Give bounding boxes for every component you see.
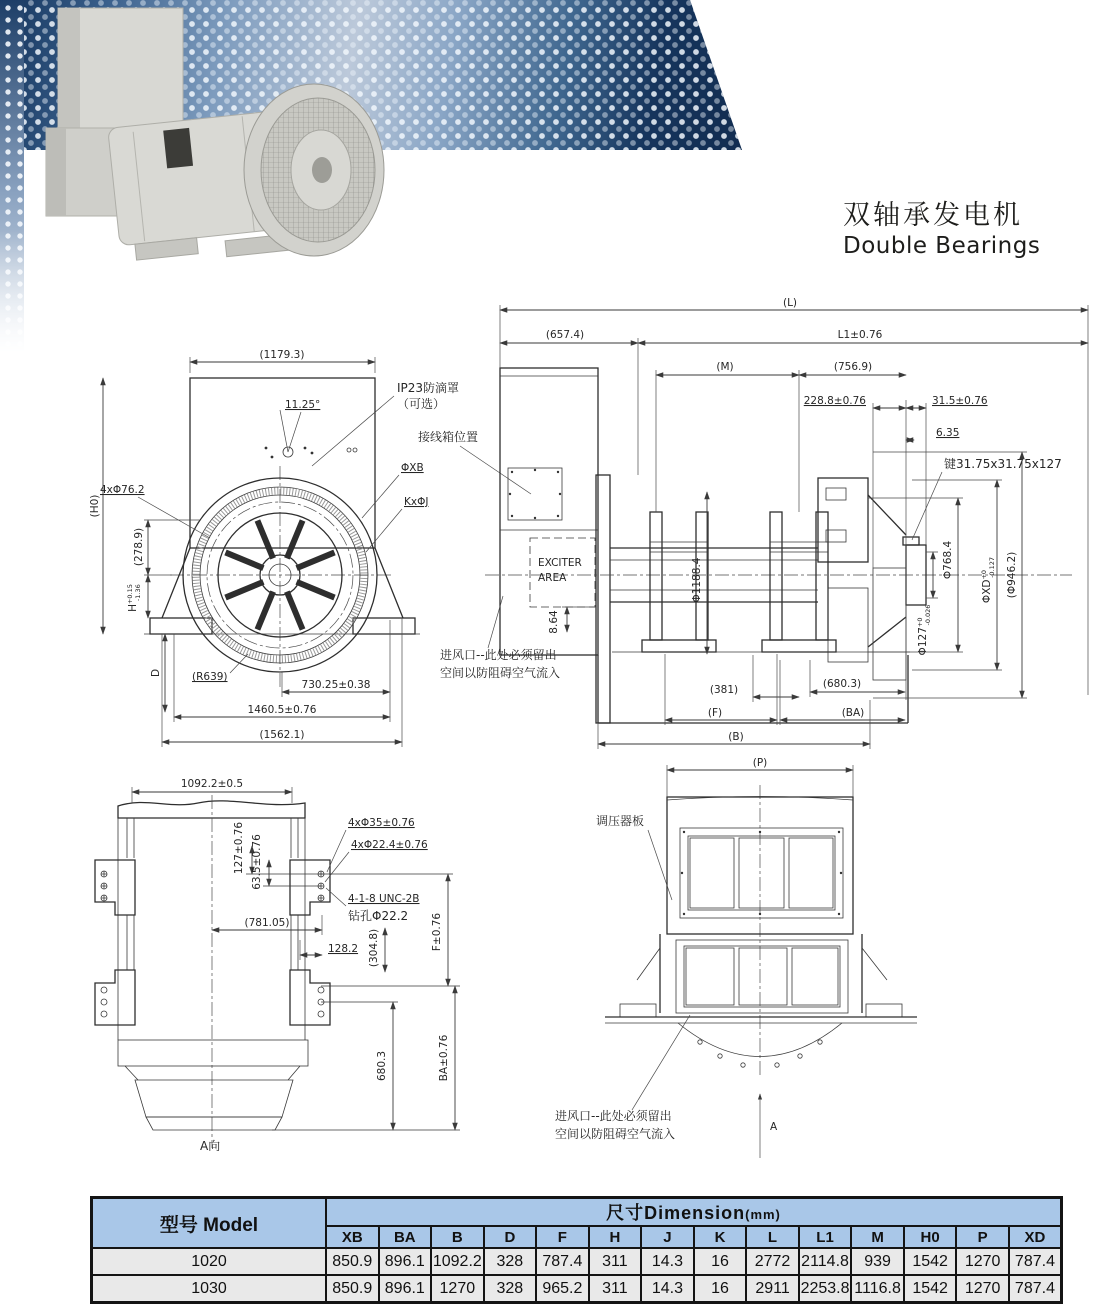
dim-l1: L1±0.76 — [837, 329, 883, 341]
dim-cell-B: 1092.2 — [431, 1248, 484, 1275]
rear-note-line2: 空间以防阻碍空气流入 — [555, 1127, 676, 1141]
dim-279: (278.9) — [133, 527, 145, 567]
dim-cell-M: 939 — [851, 1248, 904, 1275]
dim-1188: Φ1188.4 — [691, 557, 703, 603]
table-row-1030 — [92, 1275, 1062, 1303]
dim-cell-M: 1116.8 — [851, 1275, 904, 1303]
dim-l: (L) — [782, 297, 798, 309]
dim-cell-P: 1270 — [956, 1248, 1009, 1275]
dim-cell-F: 787.4 — [536, 1248, 589, 1275]
callout-unc: 4-1-8 UNC-2B — [348, 893, 420, 905]
dim-cell-L: 2911 — [746, 1275, 799, 1303]
label-xb: ΦXB — [401, 462, 424, 474]
label-ip23-optional: （可选） — [397, 397, 446, 411]
dim-1460: 1460.5±0.76 — [247, 704, 317, 716]
dim-cell-D: 328 — [484, 1248, 537, 1275]
dim-ba: (BA) — [841, 707, 865, 719]
title-chinese: 双轴承发电机 — [843, 200, 1023, 231]
top-view-geometry — [95, 795, 330, 1148]
dim-cell-L1: 2114.8 — [799, 1248, 852, 1275]
dim-1179: (1179.3) — [259, 349, 305, 361]
dim-cell-J: 14.3 — [641, 1248, 694, 1275]
dim-946: (Φ946.2) — [1006, 551, 1018, 599]
dimension-header-text: 尺寸Dimension — [606, 1203, 746, 1223]
dimension-header — [326, 1198, 1062, 1227]
dim-1562: (1562.1) — [259, 729, 305, 741]
col-header-XD: XD — [1009, 1226, 1062, 1248]
col-header-H: H — [589, 1226, 642, 1248]
dim-63: 63.5±0.76 — [251, 834, 263, 890]
dimension-header-unit: (mm) — [745, 1207, 781, 1222]
callout-4x224: 4xΦ22.4±0.76 — [351, 839, 428, 851]
dim-cell-XD: 787.4 — [1009, 1275, 1062, 1303]
dim-cell-B: 1270 — [431, 1275, 484, 1303]
col-header-F: F — [536, 1226, 589, 1248]
table-row-1020 — [92, 1248, 1062, 1275]
dim-6803: 680.3 — [376, 1050, 388, 1082]
callout-drill: 钻孔Φ22.2 — [348, 909, 409, 923]
dim-cell-H: 311 — [589, 1248, 642, 1275]
label-junction-box: 接线箱位置 — [418, 430, 479, 444]
exciter-area-line2: AREA — [538, 572, 567, 584]
dim-cell-BA: 896.1 — [379, 1275, 432, 1303]
col-header-BA: BA — [379, 1226, 432, 1248]
dim-781: (781.05) — [244, 917, 290, 929]
dim-h: $H^{+0.15}-1.36$ — [126, 584, 142, 612]
dim-730: 730.25±0.38 — [301, 679, 371, 691]
dim-r639: (R639) — [192, 671, 228, 683]
label-regulator: 调压器板 — [596, 814, 645, 828]
rear-view-geometry — [605, 785, 917, 1075]
dim-680: (680.3) — [822, 678, 862, 690]
dim-m: (M) — [716, 361, 734, 373]
dim-127shaft: $\Phi 127^{+0}-0.026$ — [916, 604, 932, 656]
callout-4x35: 4xΦ35±0.76 — [348, 817, 415, 829]
dim-381: (381) — [709, 684, 739, 696]
generator-photo — [18, 2, 398, 264]
front-view-geometry — [144, 378, 420, 688]
front-view-callouts — [312, 381, 531, 552]
dim-3048: (304.8) — [368, 928, 380, 968]
front-view — [89, 349, 531, 747]
dim-cell-D: 328 — [484, 1275, 537, 1303]
col-header-L: L — [746, 1226, 799, 1248]
dim-ba076: BA±0.76 — [438, 1034, 450, 1082]
col-header-L1: L1 — [799, 1226, 852, 1248]
rear-view-dimensions — [555, 757, 853, 1158]
table-body — [92, 1248, 1062, 1303]
dim-228: 228.8±0.76 — [803, 395, 866, 407]
dim-cell-F: 965.2 — [536, 1275, 589, 1303]
col-header-K: K — [694, 1226, 747, 1248]
dim-768: Φ768.4 — [942, 540, 954, 580]
dim-1092: 1092.2±0.5 — [180, 778, 244, 790]
dim-864: 8.64 — [548, 610, 560, 634]
side-view — [440, 297, 1088, 749]
dim-f076: F±0.76 — [431, 912, 443, 952]
dim-h0: (H0) — [89, 494, 101, 518]
model-cell: 1020 — [92, 1248, 327, 1275]
exciter-area-line1: EXCITER — [538, 557, 582, 569]
dim-xd: $\Phi XD^{+0}-0.127$ — [980, 556, 996, 604]
label-key: 键31.75x31.75x127 — [944, 457, 1062, 471]
dim-635: 6.35 — [936, 427, 960, 439]
dim-cell-K: 16 — [694, 1275, 747, 1303]
dim-657: (657.4) — [545, 329, 585, 341]
dim-cell-P: 1270 — [956, 1275, 1009, 1303]
engineering-drawings — [60, 280, 1095, 1180]
dim-cell-J: 14.3 — [641, 1275, 694, 1303]
dim-315: 31.5±0.76 — [932, 395, 988, 407]
dim-cell-L1: 2253.8 — [799, 1275, 852, 1303]
end-bell — [244, 84, 384, 256]
dim-cell-L: 2772 — [746, 1248, 799, 1275]
model-cell: 1030 — [92, 1275, 327, 1303]
col-header-M: M — [851, 1226, 904, 1248]
dim-d: D — [150, 668, 162, 678]
dim-cell-H0: 1542 — [904, 1248, 957, 1275]
col-header-J: J — [641, 1226, 694, 1248]
view-a-label: A向 — [200, 1139, 221, 1153]
dimension-table — [90, 1196, 1063, 1304]
dim-cell-XB: 850.9 — [326, 1275, 379, 1303]
col-header-H0: H0 — [904, 1226, 957, 1248]
dim-p: (P) — [752, 757, 768, 769]
page-title — [843, 193, 1040, 259]
dim-b: (B) — [728, 731, 744, 743]
dim-cell-H0: 1542 — [904, 1275, 957, 1303]
intake-note-line2: 空间以防阻碍空气流入 — [440, 666, 561, 680]
side-view-dimensions — [440, 297, 1088, 749]
intake-note-line1: 进风口--此处必须留出 — [440, 648, 557, 662]
label-ip23: IP23防滴罩 — [397, 381, 460, 395]
dim-cell-K: 16 — [694, 1248, 747, 1275]
dim-127: 127±0.76 — [233, 821, 245, 875]
title-english: Double Bearings — [843, 233, 1041, 259]
callout-4x76: 4xΦ76.2 — [100, 484, 145, 496]
dim-1282: 128.2 — [328, 943, 359, 955]
dim-cell-H: 311 — [589, 1275, 642, 1303]
dim-cell-XB: 850.9 — [326, 1248, 379, 1275]
rear-view — [555, 757, 917, 1158]
col-header-P: P — [956, 1226, 1009, 1248]
col-header-D: D — [484, 1226, 537, 1248]
col-header-XB: XB — [326, 1226, 379, 1248]
top-view-dimensions — [132, 778, 460, 1153]
top-view — [95, 778, 460, 1153]
arrow-a-label: A — [770, 1121, 778, 1133]
col-header-B: B — [431, 1226, 484, 1248]
model-column-header: 型号 Model — [92, 1198, 327, 1249]
dim-angle: 11.25° — [285, 399, 321, 411]
dim-f: (F) — [707, 707, 723, 719]
dim-cell-XD: 787.4 — [1009, 1248, 1062, 1275]
label-kxj: KxΦJ — [404, 496, 429, 508]
dim-757: (756.9) — [833, 361, 873, 373]
rear-note-line1: 进风口--此处必须留出 — [555, 1109, 672, 1123]
dim-cell-BA: 896.1 — [379, 1248, 432, 1275]
